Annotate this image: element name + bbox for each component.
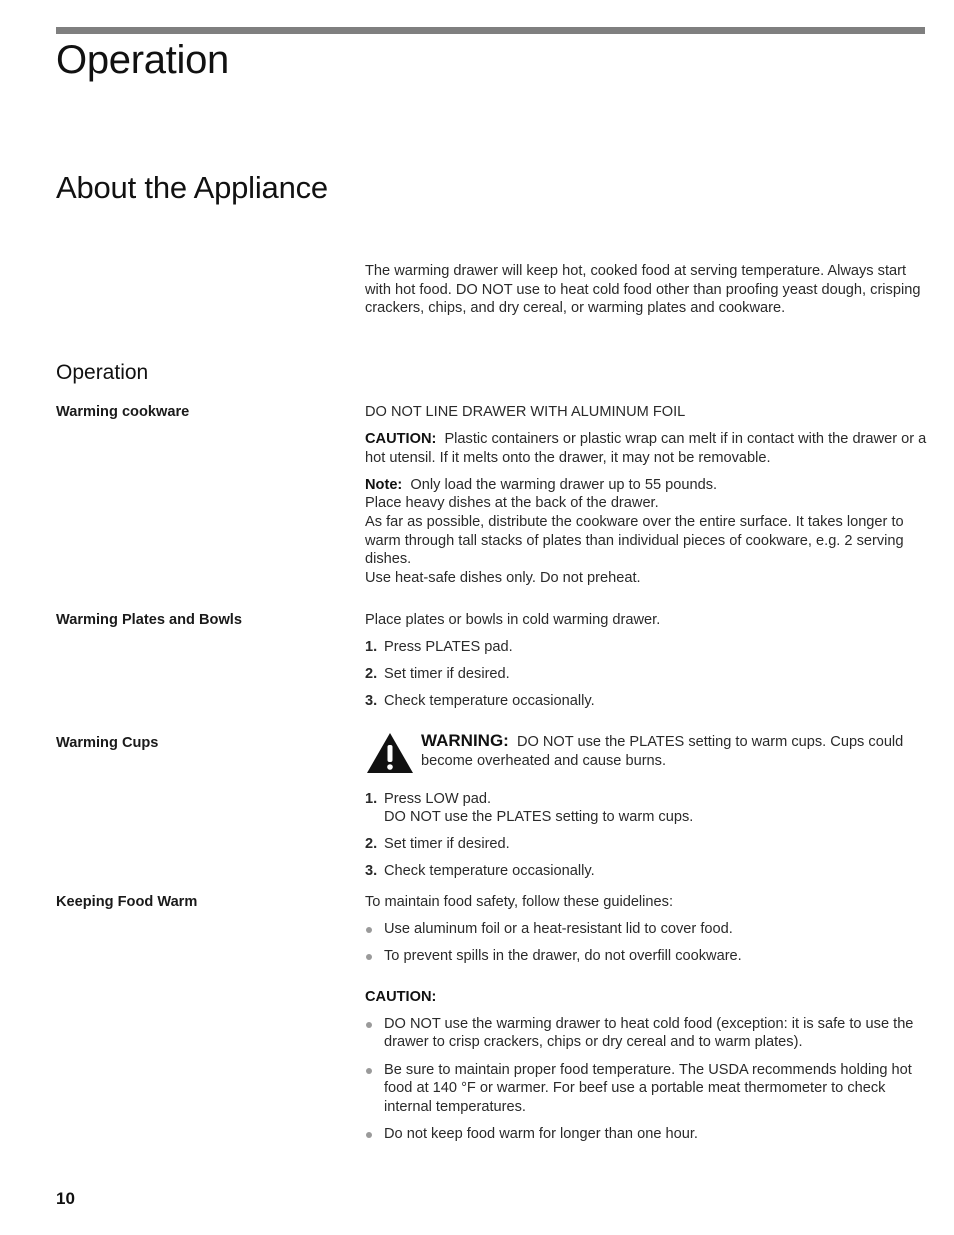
caution-heading: CAUTION:	[365, 988, 437, 1005]
top-rule	[56, 27, 925, 34]
foil-warning: DO NOT LINE DRAWER WITH ALUMINUM FOIL	[365, 404, 686, 420]
caution-label: CAUTION:	[365, 431, 437, 448]
list-item	[365, 1125, 930, 1144]
bullet-dot-icon	[365, 1015, 384, 1052]
step-text: Press LOW pad.	[384, 790, 492, 807]
note-label: Note:	[365, 476, 403, 493]
step-text: Check temperature occasionally.	[384, 693, 595, 710]
bullet-dot-icon	[365, 1061, 384, 1117]
step-subtext: DO NOT use the PLATES setting to warm cups.	[384, 809, 694, 826]
note-line-4: Use heat-safe dishes only. Do not preheat.	[365, 569, 641, 586]
step-number: 3.	[365, 863, 378, 880]
keeping-food-warm-label: Keeping Food Warm	[56, 894, 198, 910]
cookware-note	[365, 476, 930, 495]
warming-cups-block	[365, 731, 930, 881]
plates-step	[365, 692, 930, 711]
warning-text-wrap	[421, 731, 930, 781]
cups-step	[365, 790, 930, 827]
warning-label: WARNING:	[421, 731, 509, 750]
cups-step	[365, 835, 930, 854]
warming-cups-label: Warming Cups	[56, 735, 159, 751]
step-text-wrap	[384, 790, 930, 827]
bullet-text: DO NOT use the warming drawer to heat cold food (exception: it is safe to use the drawer to crisp crackers, chips or dry cereal and to warm plates).	[384, 1015, 914, 1051]
bullet-dot-icon	[365, 947, 384, 966]
warning-triangle-icon	[365, 731, 421, 781]
bullet-text: Use aluminum foil or a heat-resistant lid to cover food.	[384, 921, 733, 938]
plates-step	[365, 665, 930, 684]
step-text: Press PLATES pad.	[384, 639, 513, 656]
page-title: Operation	[56, 38, 229, 82]
plates-step	[365, 638, 930, 657]
step-number: 2.	[365, 666, 378, 683]
warming-plates-block	[365, 611, 930, 711]
section-title: About the Appliance	[56, 170, 328, 205]
bullet-text: Do not keep food warm for longer than one hour.	[384, 1125, 698, 1142]
warning-text: DO NOT use the PLATES setting to warm cups. Cups could become overheated and cause burns.	[421, 734, 904, 769]
cookware-caution	[365, 430, 930, 467]
bullet-text: Be sure to maintain proper food temperature. The USDA recommends holding hot food at 140 °F or warmer. For beef use a portable meat thermometer to check internal temperatures.	[384, 1061, 912, 1115]
bullet-text: To prevent spills in the drawer, do not overfill cookware.	[384, 948, 742, 965]
step-text: Check temperature occasionally.	[384, 863, 595, 880]
note-line-2: Place heavy dishes at the back of the drawer.	[365, 495, 659, 512]
bullet-dot-icon	[365, 920, 384, 939]
list-item	[365, 1015, 930, 1052]
warming-plates-label: Warming Plates and Bowls	[56, 612, 242, 628]
warning-callout	[365, 731, 930, 781]
caution-text: Plastic containers or plastic wrap can melt if in contact with the drawer or a hot utensil. If it melts onto the drawer, it may not be removable.	[365, 431, 927, 466]
plates-intro: Place plates or bowls in cold warming drawer.	[365, 612, 661, 628]
warming-cookware-label: Warming cookware	[56, 404, 190, 420]
step-number: 1.	[365, 639, 378, 656]
list-item	[365, 947, 930, 966]
keeping-food-warm-block	[365, 893, 930, 1143]
food-warm-intro: To maintain food safety, follow these guidelines:	[365, 894, 673, 910]
note-line-3: As far as possible, distribute the cookware over the entire surface. It takes longer to warm through tall stacks of plates than individual pieces of cookware, e.g. 2 serving dishes.	[365, 513, 904, 568]
note-text: Only load the warming drawer up to 55 pounds.	[410, 476, 718, 493]
step-text: Set timer if desired.	[384, 666, 510, 683]
intro-paragraph: The warming drawer will keep hot, cooked food at serving temperature. Always start with hot food. DO NOT use to heat cold food other than proofing yeast dough, crisping crackers, chips, and dry cereal, or warming plates and cookware.	[365, 263, 921, 317]
list-item	[365, 1061, 930, 1117]
step-text: Set timer if desired.	[384, 836, 510, 853]
warming-cookware-block	[365, 403, 930, 587]
subsection-title: Operation	[56, 361, 149, 384]
page-number: 10	[56, 1189, 75, 1208]
cups-step	[365, 862, 930, 881]
list-item	[365, 920, 930, 939]
step-number: 2.	[365, 836, 378, 853]
bullet-dot-icon	[365, 1125, 384, 1144]
step-number: 1.	[365, 790, 378, 807]
step-number: 3.	[365, 693, 378, 710]
